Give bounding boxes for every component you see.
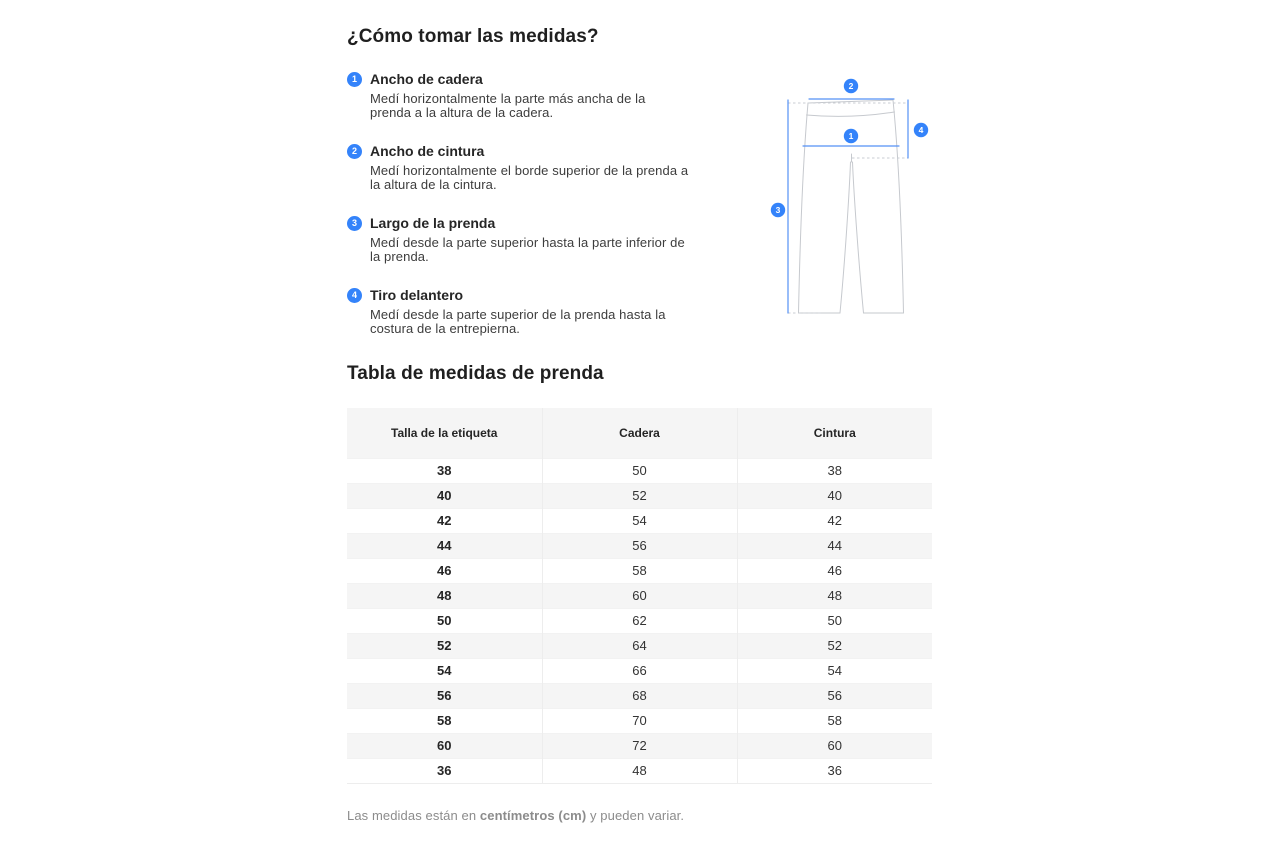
size-guide-panel: [347, 0, 932, 853]
table-cell: 50: [737, 608, 932, 633]
table-cell: 48: [542, 758, 737, 783]
table-cell: 36: [737, 758, 932, 783]
table-row: [347, 558, 932, 583]
table-cell: 56: [347, 683, 542, 708]
size-table-col-header: Cintura: [737, 408, 932, 458]
table-cell: 40: [737, 483, 932, 508]
table-cell: 60: [737, 733, 932, 758]
measurement-description: Medí horizontalmente el borde superior de la prenda a la altura de la cintura.: [370, 163, 689, 192]
table-title: Tabla de medidas de prenda: [347, 363, 604, 384]
table-cell: 56: [542, 533, 737, 558]
table-cell: 36: [347, 758, 542, 783]
table-cell: 54: [347, 658, 542, 683]
measurement-title: Largo de la prenda: [370, 215, 496, 231]
table-cell: 54: [542, 508, 737, 533]
rise-badge-number: 4: [918, 125, 924, 135]
table-cell: 48: [737, 583, 932, 608]
table-cell: 70: [542, 708, 737, 733]
table-cell: 38: [347, 458, 542, 483]
table-cell: 64: [542, 633, 737, 658]
table-row: [347, 533, 932, 558]
measurement-description: Medí horizontalmente la parte más ancha de la prenda a la altura de la cadera.: [370, 91, 646, 120]
table-cell: 58: [347, 708, 542, 733]
table-row: [347, 458, 932, 483]
size-table-body: [347, 458, 932, 783]
table-row: [347, 608, 932, 633]
table-cell: 56: [737, 683, 932, 708]
table-row: [347, 633, 932, 658]
table-cell: 60: [542, 583, 737, 608]
measurement-title: Tiro delantero: [370, 287, 464, 303]
table-cell: 54: [737, 658, 932, 683]
table-cell: 60: [347, 733, 542, 758]
size-table-wrap: [347, 408, 932, 784]
table-cell: 52: [347, 633, 542, 658]
table-cell: 62: [542, 608, 737, 633]
hip-badge-number: 1: [848, 131, 854, 141]
measurement-description: Medí desde la parte superior hasta la parte inferior de la prenda.: [370, 235, 685, 264]
units-footnote: [347, 808, 684, 823]
table-cell: 50: [542, 458, 737, 483]
table-cell: 58: [737, 708, 932, 733]
table-row: [347, 708, 932, 733]
size-table-col-header: Cadera: [542, 408, 737, 458]
table-cell: 44: [737, 533, 932, 558]
table-cell: 58: [542, 558, 737, 583]
size-table-header-row: [347, 408, 932, 458]
measurement-title: Ancho de cintura: [370, 143, 485, 159]
table-cell: 66: [542, 658, 737, 683]
table-row: [347, 583, 932, 608]
table-cell: 46: [347, 558, 542, 583]
table-row: [347, 758, 932, 783]
footnote-prefix: Las medidas están en: [347, 808, 480, 823]
pants-diagram: [760, 70, 940, 320]
table-row: [347, 733, 932, 758]
table-row: [347, 483, 932, 508]
table-cell: 40: [347, 483, 542, 508]
number-badge-icon: 2: [347, 144, 362, 159]
table-cell: 50: [347, 608, 542, 633]
table-row: [347, 658, 932, 683]
table-cell: 68: [542, 683, 737, 708]
number-badge-icon: 4: [347, 288, 362, 303]
table-cell: 38: [737, 458, 932, 483]
table-cell: 52: [737, 633, 932, 658]
measurement-description: Medí desde la parte superior de la prenda hasta la costura de la entrepierna.: [370, 307, 666, 336]
table-row: [347, 508, 932, 533]
length-badge-number: 3: [775, 205, 781, 215]
measurement-list: [347, 72, 689, 360]
size-table-col-header: Talla de la etiqueta: [347, 408, 542, 458]
table-cell: 42: [347, 508, 542, 533]
measurement-item: [347, 216, 689, 264]
table-row: [347, 683, 932, 708]
how-to-title: ¿Cómo tomar las medidas?: [347, 26, 599, 47]
measurement-title: Ancho de cadera: [370, 71, 483, 87]
table-cell: 42: [737, 508, 932, 533]
table-cell: 52: [542, 483, 737, 508]
footnote-suffix: y pueden variar.: [586, 808, 685, 823]
number-badge-icon: 3: [347, 216, 362, 231]
measurement-item: [347, 144, 689, 192]
number-badge-icon: 1: [347, 72, 362, 87]
footnote-units: centímetros (cm): [479, 808, 587, 823]
waist-badge-number: 2: [848, 81, 854, 91]
table-cell: 72: [542, 733, 737, 758]
measurement-item: [347, 72, 689, 120]
size-table: [347, 408, 932, 784]
table-cell: 46: [737, 558, 932, 583]
table-cell: 48: [347, 583, 542, 608]
table-cell: 44: [347, 533, 542, 558]
measurement-item: [347, 288, 689, 336]
